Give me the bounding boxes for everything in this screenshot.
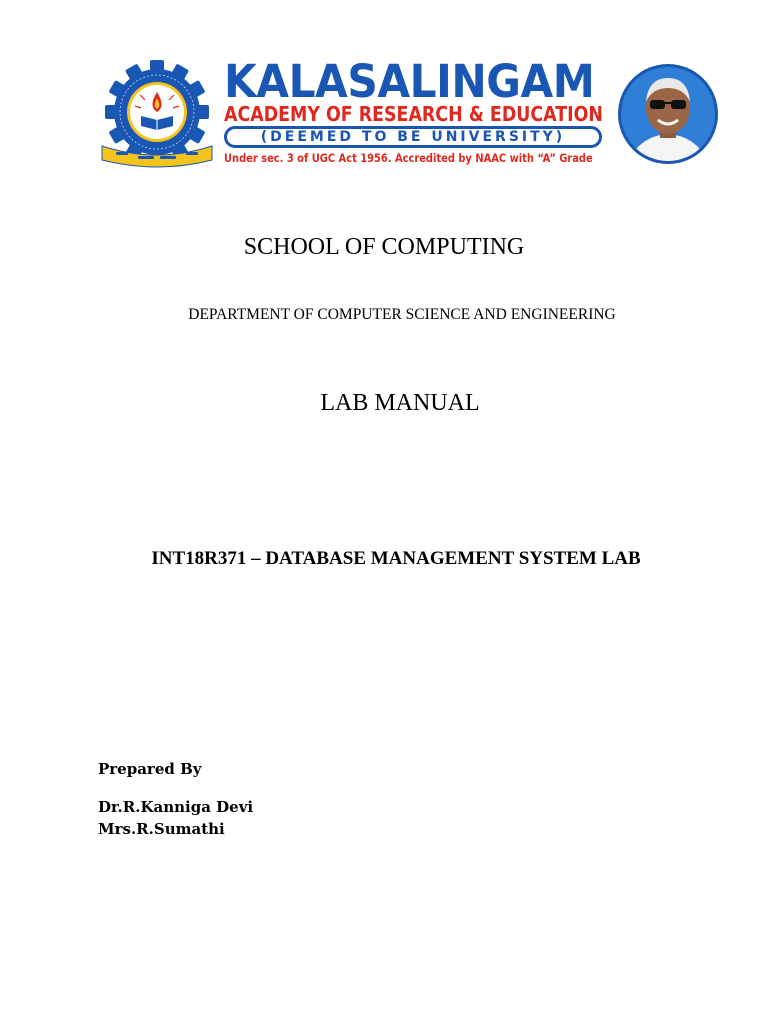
accreditation-line: Under sec. 3 of UGC Act 1956. Accredited by NAAC with “A” Grade <box>224 151 593 165</box>
author-name: Mrs.R.Sumathi <box>98 820 225 838</box>
university-title-block <box>220 56 612 172</box>
university-name: KALASALINGAM <box>224 55 595 108</box>
prepared-by-label: Prepared By <box>98 760 202 778</box>
university-subtitle: ACADEMY OF RESEARCH & EDUCATION <box>224 102 603 126</box>
school-heading: SCHOOL OF COMPUTING <box>243 234 525 260</box>
university-header <box>98 56 720 176</box>
deemed-status: (DEEMED TO BE UNIVERSITY) <box>260 129 566 145</box>
deemed-status-box <box>224 126 602 148</box>
university-emblem-icon <box>98 60 216 172</box>
founder-portrait <box>618 62 718 166</box>
document-type-heading: LAB MANUAL <box>320 390 480 416</box>
course-title: INT18R371 – DATABASE MANAGEMENT SYSTEM LAB <box>151 548 641 569</box>
department-heading: DEPARTMENT OF COMPUTER SCIENCE AND ENGINEERING <box>188 306 616 323</box>
author-name: Dr.R.Kanniga Devi <box>98 798 254 816</box>
